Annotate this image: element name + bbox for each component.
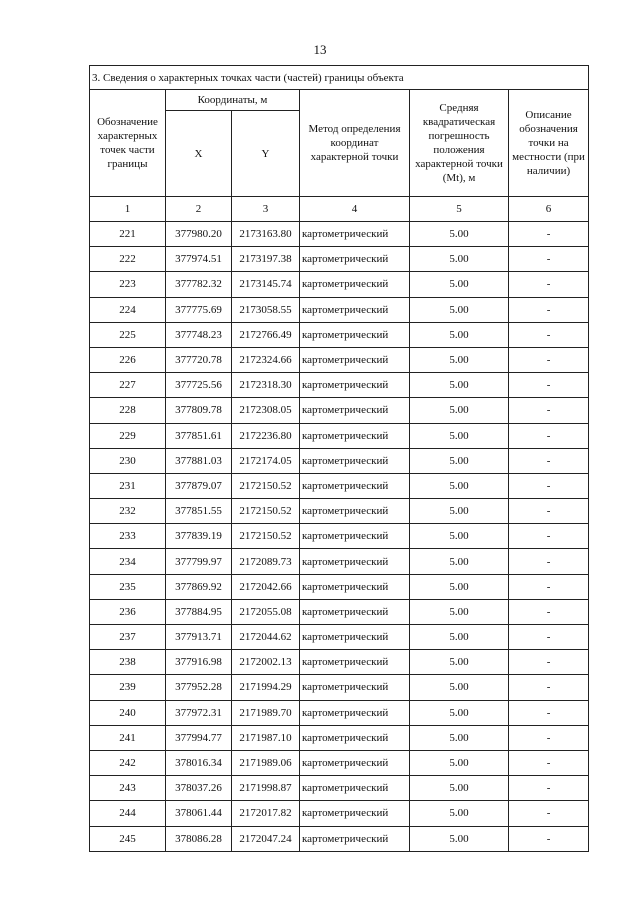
point-number-cell: 231 — [90, 473, 166, 498]
description-cell: - — [509, 725, 589, 750]
method-cell: картометрический — [300, 272, 410, 297]
x-coordinate-cell: 377839.19 — [166, 524, 232, 549]
description-cell: - — [509, 448, 589, 473]
method-cell: картометрический — [300, 322, 410, 347]
method-cell: картометрический — [300, 650, 410, 675]
x-coordinate-cell: 377879.07 — [166, 473, 232, 498]
error-cell: 5.00 — [410, 347, 509, 372]
method-cell: картометрический — [300, 549, 410, 574]
y-coordinate-cell: 2172150.52 — [232, 473, 300, 498]
point-number-cell: 244 — [90, 801, 166, 826]
x-coordinate-cell: 377952.28 — [166, 675, 232, 700]
error-cell: 5.00 — [410, 675, 509, 700]
description-cell: - — [509, 524, 589, 549]
table-row — [90, 222, 589, 247]
x-coordinate-cell: 378037.26 — [166, 776, 232, 801]
error-cell: 5.00 — [410, 322, 509, 347]
method-cell: картометрический — [300, 423, 410, 448]
y-coordinate-cell: 2172017.82 — [232, 801, 300, 826]
x-coordinate-cell: 377725.56 — [166, 373, 232, 398]
column-number: 4 — [300, 197, 410, 222]
method-cell: картометрический — [300, 826, 410, 851]
x-coordinate-cell: 377851.61 — [166, 423, 232, 448]
description-cell: - — [509, 222, 589, 247]
error-cell: 5.00 — [410, 524, 509, 549]
y-coordinate-cell: 2172150.52 — [232, 499, 300, 524]
x-coordinate-cell: 377884.95 — [166, 599, 232, 624]
description-cell: - — [509, 373, 589, 398]
table-row — [90, 625, 589, 650]
y-coordinate-cell: 2172089.73 — [232, 549, 300, 574]
column-number: 6 — [509, 197, 589, 222]
description-cell: - — [509, 423, 589, 448]
header-description: Описание обозначения точки на местности (при наличии) — [509, 90, 589, 197]
table-row — [90, 750, 589, 775]
point-number-cell: 241 — [90, 725, 166, 750]
table-row — [90, 700, 589, 725]
method-cell: картометрический — [300, 801, 410, 826]
y-coordinate-cell: 2173163.80 — [232, 222, 300, 247]
error-cell: 5.00 — [410, 222, 509, 247]
method-cell: картометрический — [300, 398, 410, 423]
y-coordinate-cell: 2172044.62 — [232, 625, 300, 650]
page-number: 13 — [313, 42, 327, 57]
y-coordinate-cell: 2172174.05 — [232, 448, 300, 473]
method-cell: картометрический — [300, 750, 410, 775]
description-cell: - — [509, 499, 589, 524]
error-cell: 5.00 — [410, 750, 509, 775]
description-cell: - — [509, 599, 589, 624]
description-cell: - — [509, 272, 589, 297]
method-cell: картометрический — [300, 473, 410, 498]
x-coordinate-cell: 377980.20 — [166, 222, 232, 247]
error-cell: 5.00 — [410, 599, 509, 624]
method-cell: картометрический — [300, 297, 410, 322]
y-coordinate-cell: 2172002.13 — [232, 650, 300, 675]
point-number-cell: 234 — [90, 549, 166, 574]
y-coordinate-cell: 2172318.30 — [232, 373, 300, 398]
table-row — [90, 675, 589, 700]
point-number-cell: 242 — [90, 750, 166, 775]
x-coordinate-cell: 377809.78 — [166, 398, 232, 423]
table-row — [90, 725, 589, 750]
header-y: Y — [232, 111, 300, 197]
header-method: Метод определения координат характерной точки — [300, 90, 410, 197]
error-cell: 5.00 — [410, 826, 509, 851]
point-number-cell: 226 — [90, 347, 166, 372]
description-cell: - — [509, 347, 589, 372]
x-coordinate-cell: 377916.98 — [166, 650, 232, 675]
y-coordinate-cell: 2172055.08 — [232, 599, 300, 624]
description-cell: - — [509, 826, 589, 851]
x-coordinate-cell: 377720.78 — [166, 347, 232, 372]
y-coordinate-cell: 2172047.24 — [232, 826, 300, 851]
table-row — [90, 801, 589, 826]
table-body — [90, 222, 589, 852]
y-coordinate-cell: 2172150.52 — [232, 524, 300, 549]
method-cell: картометрический — [300, 373, 410, 398]
point-number-cell: 233 — [90, 524, 166, 549]
method-cell: картометрический — [300, 700, 410, 725]
column-number: 5 — [410, 197, 509, 222]
x-coordinate-cell: 378086.28 — [166, 826, 232, 851]
error-cell: 5.00 — [410, 473, 509, 498]
error-cell: 5.00 — [410, 247, 509, 272]
point-number-cell: 229 — [90, 423, 166, 448]
table-row — [90, 297, 589, 322]
description-cell: - — [509, 247, 589, 272]
header-x: X — [166, 111, 232, 197]
table-row — [90, 650, 589, 675]
error-cell: 5.00 — [410, 499, 509, 524]
x-coordinate-cell: 377974.51 — [166, 247, 232, 272]
description-cell: - — [509, 398, 589, 423]
y-coordinate-cell: 2173058.55 — [232, 297, 300, 322]
x-coordinate-cell: 377881.03 — [166, 448, 232, 473]
point-number-cell: 245 — [90, 826, 166, 851]
table-row — [90, 322, 589, 347]
method-cell: картометрический — [300, 222, 410, 247]
table-row — [90, 499, 589, 524]
column-number: 3 — [232, 197, 300, 222]
method-cell: картометрический — [300, 776, 410, 801]
point-number-cell: 224 — [90, 297, 166, 322]
point-number-cell: 238 — [90, 650, 166, 675]
method-cell: картометрический — [300, 247, 410, 272]
x-coordinate-cell: 377913.71 — [166, 625, 232, 650]
x-coordinate-cell: 377851.55 — [166, 499, 232, 524]
y-coordinate-cell: 2172324.66 — [232, 347, 300, 372]
column-number: 2 — [166, 197, 232, 222]
x-coordinate-cell: 377799.97 — [166, 549, 232, 574]
y-coordinate-cell: 2171989.70 — [232, 700, 300, 725]
error-cell: 5.00 — [410, 549, 509, 574]
table-row — [90, 373, 589, 398]
method-cell: картометрический — [300, 524, 410, 549]
table-row — [90, 574, 589, 599]
y-coordinate-cell: 2172308.05 — [232, 398, 300, 423]
section-title: 3. Сведения о характерных точках части (частей) границы объекта — [90, 66, 589, 90]
description-cell: - — [509, 322, 589, 347]
x-coordinate-cell: 377775.69 — [166, 297, 232, 322]
point-number-cell: 240 — [90, 700, 166, 725]
x-coordinate-cell: 377972.31 — [166, 700, 232, 725]
error-cell: 5.00 — [410, 398, 509, 423]
header-mean-square-error: Средняя квадратическая погрешность положения характерной точки (Mt), м — [410, 90, 509, 197]
table-row — [90, 398, 589, 423]
error-cell: 5.00 — [410, 574, 509, 599]
point-number-cell: 239 — [90, 675, 166, 700]
y-coordinate-cell: 2172042.66 — [232, 574, 300, 599]
x-coordinate-cell: 377782.32 — [166, 272, 232, 297]
point-number-cell: 243 — [90, 776, 166, 801]
method-cell: картометрический — [300, 675, 410, 700]
description-cell: - — [509, 750, 589, 775]
error-cell: 5.00 — [410, 801, 509, 826]
method-cell: картометрический — [300, 499, 410, 524]
point-number-cell: 235 — [90, 574, 166, 599]
table-row — [90, 473, 589, 498]
header-point-designation: Обозначение характерных точек части границы — [90, 90, 166, 197]
y-coordinate-cell: 2172236.80 — [232, 423, 300, 448]
table-row — [90, 549, 589, 574]
point-number-cell: 221 — [90, 222, 166, 247]
y-coordinate-cell: 2173197.38 — [232, 247, 300, 272]
description-cell: - — [509, 650, 589, 675]
point-number-cell: 222 — [90, 247, 166, 272]
table-row — [90, 448, 589, 473]
error-cell: 5.00 — [410, 650, 509, 675]
error-cell: 5.00 — [410, 272, 509, 297]
y-coordinate-cell: 2171994.29 — [232, 675, 300, 700]
description-cell: - — [509, 675, 589, 700]
description-cell: - — [509, 776, 589, 801]
table-row — [90, 423, 589, 448]
method-cell: картометрический — [300, 625, 410, 650]
y-coordinate-cell: 2171987.10 — [232, 725, 300, 750]
error-cell: 5.00 — [410, 297, 509, 322]
error-cell: 5.00 — [410, 423, 509, 448]
table-row — [90, 776, 589, 801]
x-coordinate-cell: 377994.77 — [166, 725, 232, 750]
method-cell: картометрический — [300, 347, 410, 372]
y-coordinate-cell: 2173145.74 — [232, 272, 300, 297]
x-coordinate-cell: 377869.92 — [166, 574, 232, 599]
point-number-cell: 223 — [90, 272, 166, 297]
method-cell: картометрический — [300, 574, 410, 599]
x-coordinate-cell: 377748.23 — [166, 322, 232, 347]
description-cell: - — [509, 700, 589, 725]
table-row — [90, 272, 589, 297]
error-cell: 5.00 — [410, 700, 509, 725]
header-coordinates: Координаты, м — [166, 90, 300, 111]
description-cell: - — [509, 473, 589, 498]
point-number-cell: 230 — [90, 448, 166, 473]
x-coordinate-cell: 378061.44 — [166, 801, 232, 826]
point-number-cell: 225 — [90, 322, 166, 347]
error-cell: 5.00 — [410, 373, 509, 398]
table-row — [90, 524, 589, 549]
error-cell: 5.00 — [410, 448, 509, 473]
table-row — [90, 247, 589, 272]
method-cell: картометрический — [300, 448, 410, 473]
description-cell: - — [509, 801, 589, 826]
description-cell: - — [509, 574, 589, 599]
point-number-cell: 236 — [90, 599, 166, 624]
boundary-points-table — [89, 65, 589, 852]
description-cell: - — [509, 549, 589, 574]
y-coordinate-cell: 2172766.49 — [232, 322, 300, 347]
y-coordinate-cell: 2171998.87 — [232, 776, 300, 801]
y-coordinate-cell: 2171989.06 — [232, 750, 300, 775]
error-cell: 5.00 — [410, 776, 509, 801]
table-row — [90, 826, 589, 851]
point-number-cell: 227 — [90, 373, 166, 398]
column-number: 1 — [90, 197, 166, 222]
point-number-cell: 237 — [90, 625, 166, 650]
description-cell: - — [509, 625, 589, 650]
error-cell: 5.00 — [410, 725, 509, 750]
method-cell: картометрический — [300, 725, 410, 750]
method-cell: картометрический — [300, 599, 410, 624]
error-cell: 5.00 — [410, 625, 509, 650]
point-number-cell: 232 — [90, 499, 166, 524]
point-number-cell: 228 — [90, 398, 166, 423]
description-cell: - — [509, 297, 589, 322]
table-row — [90, 599, 589, 624]
x-coordinate-cell: 378016.34 — [166, 750, 232, 775]
table-row — [90, 347, 589, 372]
